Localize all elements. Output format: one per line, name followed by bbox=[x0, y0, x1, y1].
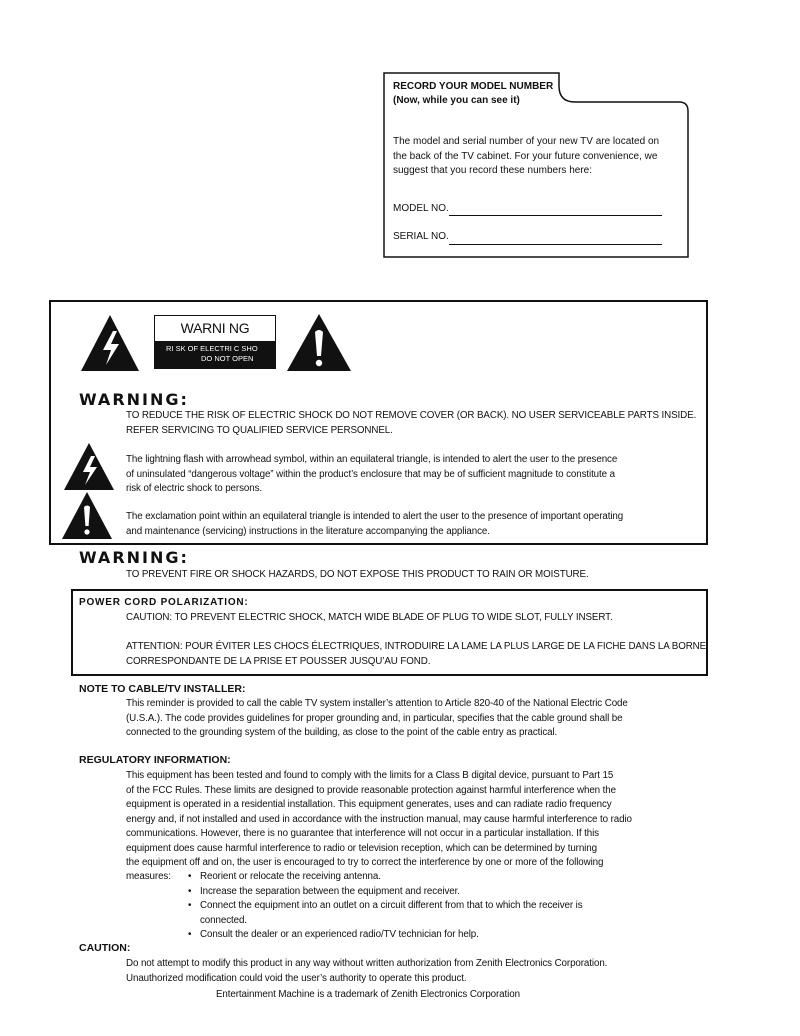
lightning-small-icon bbox=[63, 442, 115, 491]
measures-list bbox=[187, 870, 587, 943]
record-title bbox=[393, 80, 553, 108]
regulatory-heading: REGULATORY INFORMATION: bbox=[79, 754, 231, 766]
exclamation-small-icon bbox=[61, 491, 113, 540]
warning2-text: TO PREVENT FIRE OR SHOCK HAZARDS, DO NOT EXPOSE THIS PRODUCT TO RAIN OR MOISTURE. bbox=[126, 569, 589, 580]
warning-label-plate bbox=[154, 315, 276, 369]
list-item: • Reorient or relocate the receiving antenna. bbox=[187, 870, 587, 885]
exclaim-line2: and maintenance (servicing) instructions in the literature accompanying the appliance. bbox=[126, 525, 490, 537]
power-cord-heading: POWER CORD POLARIZATION: bbox=[79, 597, 249, 608]
record-instructions: The model and serial number of your new TV are located on the back of the TV cabinet. For your future convenience, we suggest that you record these numbers here: bbox=[393, 136, 660, 176]
list-item: • Increase the separation between the equipment and receiver. bbox=[187, 885, 587, 900]
lightning-explanation bbox=[126, 453, 617, 497]
plate-line1: RI SK OF ELECTRI C SHO bbox=[166, 344, 258, 353]
cable-line2: (U.S.A.). The code provides guidelines for proper grounding and, in particular, specifies that the cable ground shall be bbox=[126, 712, 623, 724]
model-number-label: MODEL NO. bbox=[393, 202, 449, 214]
regulatory-line: the equipment off and on, the user is encouraged to try to correct the interference by one or more of the following bbox=[126, 857, 604, 868]
record-title-line1: RECORD YOUR MODEL NUMBER bbox=[393, 81, 554, 92]
list-item: • Connect the equipment into an outlet on a circuit different from that to which the receiver is connected. bbox=[187, 899, 595, 928]
regulatory-line: equipment is operated in a residential installation. This equipment generates, uses and can radiate radio frequency bbox=[126, 799, 612, 810]
serial-number-label: SERIAL NO. bbox=[393, 231, 449, 242]
lightning-triangle-icon bbox=[80, 314, 140, 372]
model-number-line[interactable] bbox=[449, 205, 662, 216]
cable-heading: NOTE TO CABLE/TV INSTALLER: bbox=[79, 683, 246, 695]
exclamation-explanation bbox=[126, 510, 623, 539]
exclamation-triangle-icon bbox=[286, 313, 352, 372]
model-number-field[interactable] bbox=[393, 202, 683, 217]
cable-line3: connected to the grounding system of the building, as close to the point of the cable entry as practical. bbox=[126, 727, 558, 738]
record-title-line2: (Now, while you can see it) bbox=[393, 95, 520, 106]
plate-caption bbox=[154, 342, 276, 369]
cable-line1: This reminder is provided to call the cable TV system installer’s attention to Article 820-40 of the National Electric Code bbox=[126, 698, 628, 709]
regulatory-line: This equipment has been tested and found to comply with the limits for a Class B digital device, pursuant to Part 15 bbox=[126, 770, 614, 781]
caution-line2: Unauthorized modification could void the user’s authority to operate this product. bbox=[126, 972, 467, 984]
measures-label: measures: bbox=[126, 871, 171, 882]
regulatory-line: of the FCC Rules. These limits are designed to provide reasonable protection against harmful interference when the bbox=[126, 784, 616, 796]
lightning-line2: of uninsulated “dangerous voltage” within the product’s enclosure that may be of sufficient magnitude to constitute a bbox=[126, 468, 615, 480]
power-attention-line1: ATTENTION: POUR ÉVITER LES CHOCS ÉLECTRIQUES, INTRODUIRE LA LAME LA PLUS LARGE DE LA FICHE DANS LA BORNE bbox=[126, 641, 707, 652]
serial-number-field[interactable] bbox=[393, 230, 683, 245]
cable-text bbox=[126, 697, 628, 741]
lightning-line1: The lightning flash with arrowhead symbol, within an equilateral triangle, is intended to alert the user to the presence bbox=[126, 454, 618, 465]
power-caution: CAUTION: TO PREVENT ELECTRIC SHOCK, MATCH WIDE BLADE OF PLUG TO WIDE SLOT, FULLY INSERT. bbox=[126, 612, 613, 623]
exclaim-line1: The exclamation point within an equilateral triangle is intended to alert the user to the presence of important operating bbox=[126, 511, 624, 522]
record-body bbox=[393, 135, 683, 245]
warning-heading: WARNING: bbox=[79, 390, 189, 409]
caution-heading: CAUTION: bbox=[79, 942, 131, 954]
lightning-line3: risk of electric shock to persons. bbox=[126, 483, 262, 494]
regulatory-text bbox=[126, 769, 632, 871]
plate-line2: DO NOT OPEN bbox=[201, 354, 254, 363]
plate-title: WARNI NG bbox=[154, 315, 276, 342]
caution-line1: Do not attempt to modify this product in any way without written authorization from Zenith Electronics Corporation. bbox=[126, 958, 608, 969]
list-item: • Consult the dealer or an experienced radio/TV technician for help. bbox=[187, 928, 587, 943]
warning-text bbox=[126, 409, 696, 438]
regulatory-line: communications. However, there is no guarantee that interference will not occur in a particular installation. If this bbox=[126, 828, 599, 839]
warning-text-line2: REFER SERVICING TO QUALIFIED SERVICE PERSONNEL. bbox=[126, 424, 393, 436]
warning2-heading: WARNING: bbox=[79, 548, 189, 567]
serial-number-line[interactable] bbox=[449, 234, 662, 245]
regulatory-line: equipment does cause harmful interference to radio or television reception, which can be determined by turning bbox=[126, 842, 597, 854]
trademark-footer: Entertainment Machine is a trademark of Zenith Electronics Corporation bbox=[216, 989, 520, 1000]
power-attention-line2: CORRESPONDANTE DE LA PRISE ET POUSSER JUSQU’AU FOND. bbox=[126, 655, 431, 667]
power-attention bbox=[126, 640, 706, 669]
regulatory-line: energy and, if not installed and used in accordance with the instruction manual, may cause harmful interference to radio bbox=[126, 813, 632, 825]
warning-text-line1: TO REDUCE THE RISK OF ELECTRIC SHOCK DO NOT REMOVE COVER (OR BACK). NO USER SERVICEABLE PARTS INSIDE. bbox=[126, 410, 697, 421]
caution-text bbox=[126, 957, 607, 986]
